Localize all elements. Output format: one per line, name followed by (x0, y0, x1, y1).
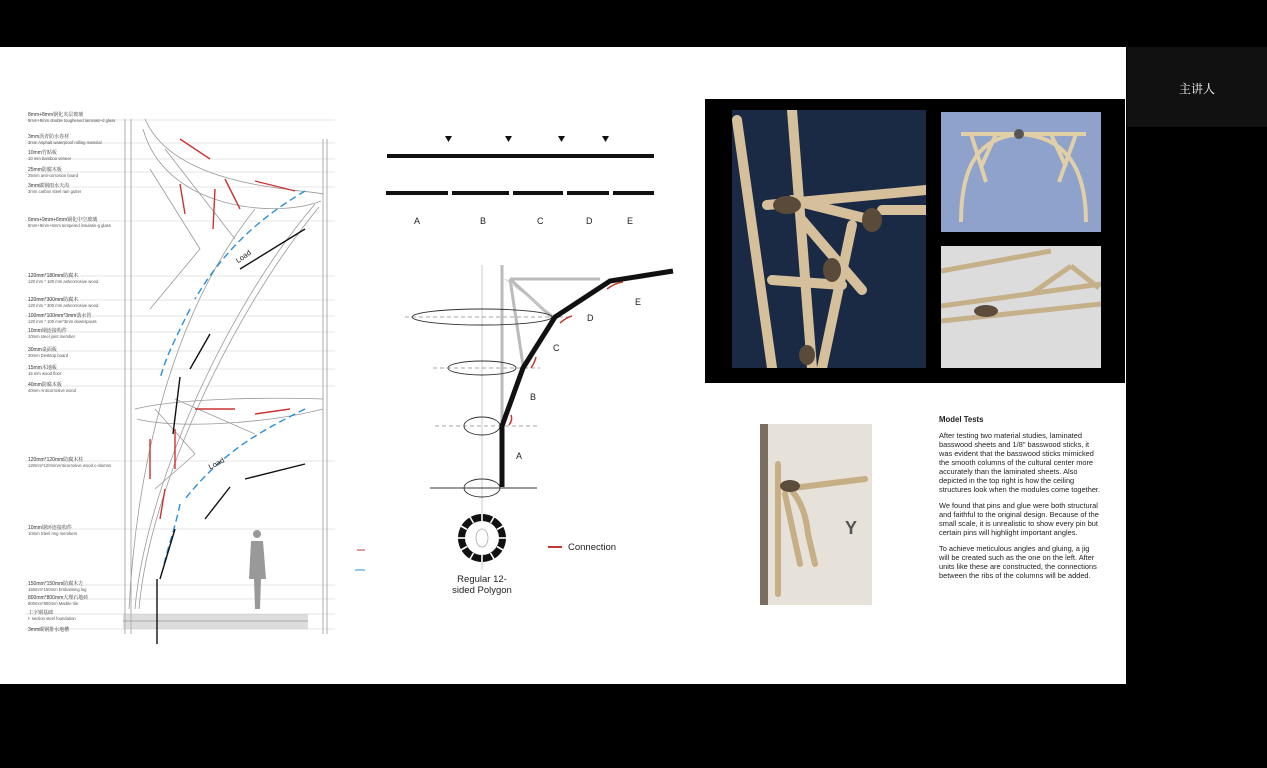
column-curve-diagram (405, 265, 675, 575)
model-tests-text (939, 415, 1101, 587)
segment-label-b: B (480, 216, 487, 226)
curve-label-b: B (530, 392, 537, 402)
label-6: 6mm+9mm+6mm钢化中空玻璃 6mm+9mm+6mm tempered insulatin-g glass (28, 217, 111, 228)
label-10: 10mm钢连接构件 10mm steel joint member (28, 328, 76, 339)
speaker-panel (1127, 47, 1267, 127)
curve-label-c: C (553, 343, 560, 353)
label-11: 30mm桌面板 30mm Desktop board (28, 347, 69, 358)
label-1: 8mm+8mm钢化夹层玻璃 8mm+8mm double toughened laminate-d glass (28, 112, 116, 123)
model-photos-panel (705, 99, 1125, 383)
label-8: 120mm*300mm防腐木 120 mm * 300 mm anticorrosive wood (28, 297, 99, 308)
label-4: 25mm防腐木板 25mm anti-corrosion board (28, 167, 79, 178)
label-9: 100mm*100mm*3mm落水管 120 mm * 100 mm*3mm downspouts (28, 313, 97, 324)
label-15: 10mm钢环连接构件 10mm Steel ring members (28, 525, 78, 536)
segment-label-a: A (414, 216, 421, 226)
y-marker: Y (845, 518, 858, 538)
curve-label-d: D (587, 313, 594, 323)
model-tests-title: Model Tests (939, 415, 984, 424)
label-17: 800mm*800mm大理石地砖 800mm*800mm Marble tile (28, 595, 89, 606)
label-2: 3mm沥青防水卷材 3mm Asphalt waterproof rolling material (28, 134, 102, 145)
label-3: 10mm竹贴板 10 mm bamboo veneer (28, 150, 72, 161)
speaker-label: 主讲人 (1178, 82, 1215, 96)
segment-label-e: E (627, 216, 634, 226)
label-14: 120mm*120mm防腐木柱 120mm*120mmAnticorrosive wood c-olumns (28, 457, 112, 468)
segment-label-d: D (586, 216, 593, 226)
segments-diagram (380, 129, 670, 229)
curve-label-a: A (516, 451, 523, 461)
model-photo-bottom (941, 246, 1101, 368)
curve-label-e: E (635, 297, 642, 307)
load-label-upper: Load (233, 248, 253, 265)
connection-legend-label: Connection (568, 542, 617, 553)
label-13: 40mm防腐木板 40mm Anticorrosive wood (28, 382, 76, 393)
label-19: 3mm碳钢排水地槽 (28, 627, 70, 633)
label-16: 150mm*150mm防腐木方 150mm*150mm Embalming log (28, 581, 87, 592)
model-photo-large (732, 110, 926, 368)
model-tests-paragraph-3: To achieve meticulous angles and gluing, a jig will be created such as the one on the left. After units like these are constructed, the connections between the ribs of the columns will be added. (939, 544, 1097, 580)
jig-photo (760, 424, 872, 605)
label-5: 3mm碳钢雨水天沟 3mm carbon steel rain gutter (28, 183, 82, 194)
presentation-slide (0, 47, 1126, 684)
label-12: 15mm木地板 15 mm wood floor (28, 365, 62, 376)
load-label-lower: Load (206, 455, 226, 472)
model-tests-paragraph-2: We found that pins and glue were both structural and faithful to the original design. Because of the small scale, it is unrealistic to show every pin but certain pins will highlight important angles. (939, 501, 1099, 537)
model-photo-top (941, 112, 1101, 232)
label-18: 工字钢基础 I- section steel foundation (28, 610, 76, 621)
label-7: 120mm*180mm防腐木 120 mm * 180 mm anticorrosive wood (28, 273, 99, 284)
model-tests-paragraph-1: After testing two material studies, laminated basswood sheets and 1/8" basswood sticks, it was evident that the basswood sticks mimicked the smooth columns of the cultural center more accurately than the laminated sheets. Also depicted in the top right is how the ceiling structures look when the modules come together. (939, 431, 1101, 494)
force-legend-marks (355, 545, 367, 575)
polygon-label: Regular 12-sided Polygon (452, 574, 512, 596)
segment-label-c: C (537, 216, 544, 226)
